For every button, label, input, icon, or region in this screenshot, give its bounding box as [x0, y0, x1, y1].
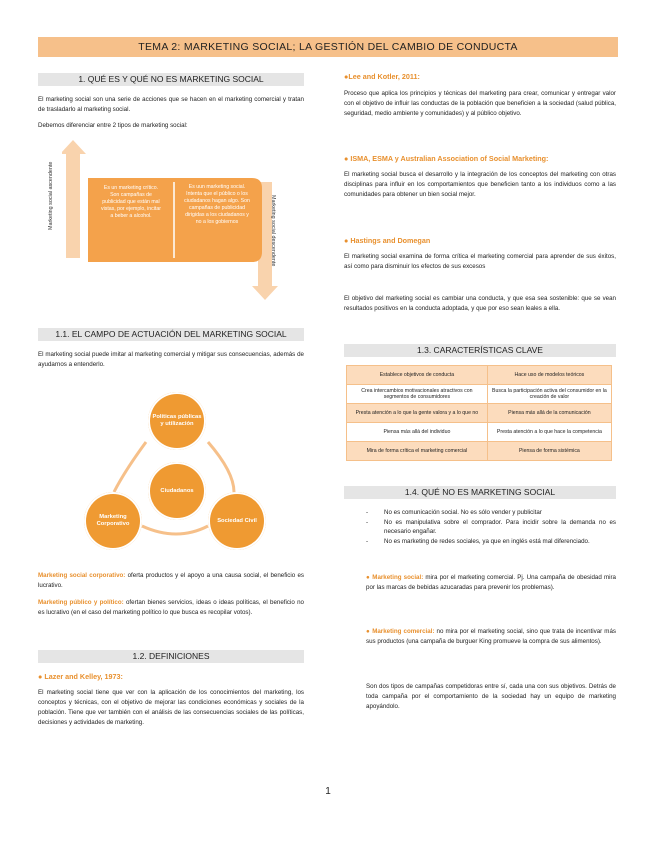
key-characteristics-table [346, 365, 612, 461]
page-title: TEMA 2: MARKETING SOCIAL; LA GESTIÓN DEL CAMBIO DE CONDUCTA [38, 37, 618, 57]
cycle-center-ciudadanos: Ciudadanos [148, 462, 206, 520]
table-cell: Presta atención a lo que hace la competencia [487, 423, 611, 442]
table-cell: Crea intercambios motivacionales atractivos con segmentos de consumidores [347, 385, 488, 404]
corporate-marketing-text: oferta productos y el apoyo a una causa social, el beneficio es lucrativo. [38, 572, 304, 589]
list-item: - No es comunicación social. No es sólo vender y publicitar [366, 508, 616, 518]
table-cell: Presta atención a lo que la gente valora y a lo que no [347, 404, 488, 423]
marketing-ladder-diagram [48, 140, 280, 300]
corporate-marketing-definition [38, 571, 304, 591]
public-marketing-term: Marketing público y político: [38, 599, 124, 606]
table-row [347, 366, 612, 385]
corporate-marketing-term: Marketing social corporativo: [38, 572, 126, 579]
isma-heading: ● ISMA, ESMA y Australian Association of Social Marketing: [344, 154, 549, 163]
section-heading-1-1: 1.1. EL CAMPO DE ACTUACIÓN DEL MARKETING SOCIAL [38, 328, 304, 341]
page-number: 1 [325, 786, 331, 797]
table-cell: Piensa más allá de la comunicación [487, 404, 611, 423]
hastings-paragraph: El marketing social examina de forma crítica el marketing comercial para aprender de sus éxitos, así como para disminuir los efectos de sus excesos [344, 253, 616, 270]
list-item: - No es marketing de redes sociales, ya que en inglés está mal diferenciado. [366, 537, 616, 547]
public-marketing-definition [38, 598, 304, 618]
table-cell: Mira de forma crítica el marketing comercial [347, 442, 488, 461]
lee-kotler-paragraph: Proceso que aplica los principios y técnicas del marketing para crear, comunicar y entregar valor con el objetivo de influir las conductas de la población que beneficien a la sociedad (salud pública, seguridad, medio ambiente y comunidades) y al público objetivo. [344, 90, 616, 117]
cycle-left-marketing-corporativo: Marketing Corporativo [84, 492, 142, 550]
descending-description: Es uun marketing social. Intenta que el público o los ciudadanos hagan algo. Son campañas de publicidad dirigidas a los ciudadanos y no a los gobiernos [184, 184, 250, 225]
s1-paragraph-2: Debemos diferenciar entre 2 tipos de marketing social: [38, 122, 188, 129]
section-heading-1-2: 1.2. DEFINICIONES [38, 650, 304, 663]
section-heading-1-3: 1.3. CARACTERÍSTICAS CLAVE [344, 344, 616, 357]
table-cell: Piensa más allá del individuo [347, 423, 488, 442]
list-item: - No es manipulativa sobre el comprador. Para incidir sobre la demanda no es necesario engañar. [366, 518, 616, 537]
lee-kotler-heading: ●Lee and Kotler, 2011: [344, 72, 420, 81]
table-row [347, 404, 612, 423]
table-cell: Busca la participación activa del consumidor en la creación de valor [487, 385, 611, 404]
cycle-top-politicas: Políticas públicas y utilización [148, 392, 206, 450]
social-marketing-term: ● Marketing social: [366, 574, 424, 581]
social-marketing-note [366, 573, 616, 593]
not-social-marketing-list [366, 508, 616, 546]
public-marketing-text: ofertan bienes servicios, ideas o ideas políticas, el beneficio no es lucrativo (en el caso del marketing político lo que busca es recopilar votos). [38, 599, 304, 616]
objective-paragraph: El objetivo del marketing social es cambiar una conducta, y que esa sea sostenible: que se vean resultados positivos en la conducta adoptada, y que por eso sean leales a ella. [344, 295, 616, 312]
lazer-kelley-heading: ● Lazer and Kelley, 1973: [38, 672, 123, 681]
commercial-marketing-term: ● Marketing comercial: [366, 628, 435, 635]
cycle-right-sociedad-civil: Sociedad Civil [208, 492, 266, 550]
actors-cycle-diagram [84, 392, 270, 552]
section-heading-1-4: 1.4. QUÉ NO ES MARKETING SOCIAL [344, 486, 616, 499]
table-cell: Piensa de forma sistémica [487, 442, 611, 461]
table-row [347, 423, 612, 442]
s1-paragraph-1: El marketing social son una serie de acciones que se hacen en el marketing comercial y tratan de trasladarlo al marketing social. [38, 96, 304, 113]
table-cell: Hace uso de modelos teóricos [487, 366, 611, 385]
table-row [347, 385, 612, 404]
social-marketing-text: mira por el marketing comercial. Pj. Una campaña de obesidad mira por las marcas de bebidas azucaradas para prevenir los problemas). [366, 574, 616, 591]
ascending-description: Es un marketing crítico. Son campañas de publicidad que están mal vistas, por ejemplo, incitar a beber a alcohol. [101, 185, 161, 219]
ascending-label: Marketing social ascendente [48, 161, 54, 230]
commercial-marketing-text: no mira por el marketing social, sino que trata de incentivar más sus productos (una campaña de burguer King promueve la compra de sus alimentos). [366, 628, 616, 645]
s11-paragraph: El marketing social puede imitar al marketing comercial y mitigar sus consecuencias, además de ayudarnos a entenderlo. [38, 351, 304, 368]
section-heading-1: 1. QUÉ ES Y QUÉ NO ES MARKETING SOCIAL [38, 73, 304, 86]
commercial-marketing-note [366, 627, 616, 647]
final-paragraph: Son dos tipos de campañas competidoras entre sí, cada una con sus objetivos. Detrás de toda campaña por el comportamiento de la sociedad hay un equipo de marketing apoyándolo. [366, 683, 616, 710]
hastings-heading: ● Hastings and Domegan [344, 236, 431, 245]
isma-paragraph: El marketing social busca el desarrollo y la integración de los conceptos del marketing con otras disciplinas para influir en los comportamientos que beneficien tanto a los individuos como a las comunidades para obtener un bien social mejor. [344, 171, 616, 198]
lazer-kelley-paragraph: El marketing social tiene que ver con la aplicación de los conocimientos del marketing, los conceptos y técnicas, con el objetivo de mejorar las condiciones económicas y sociales de la población. Tiene que ver también con el análisis de las consecuencias sociales de las políticas, decisiones y actividades de marketing. [38, 689, 304, 726]
table-cell: Establece objetivos de conducta [347, 366, 488, 385]
table-row [347, 442, 612, 461]
descending-label: Marketing social descendente [270, 195, 276, 267]
